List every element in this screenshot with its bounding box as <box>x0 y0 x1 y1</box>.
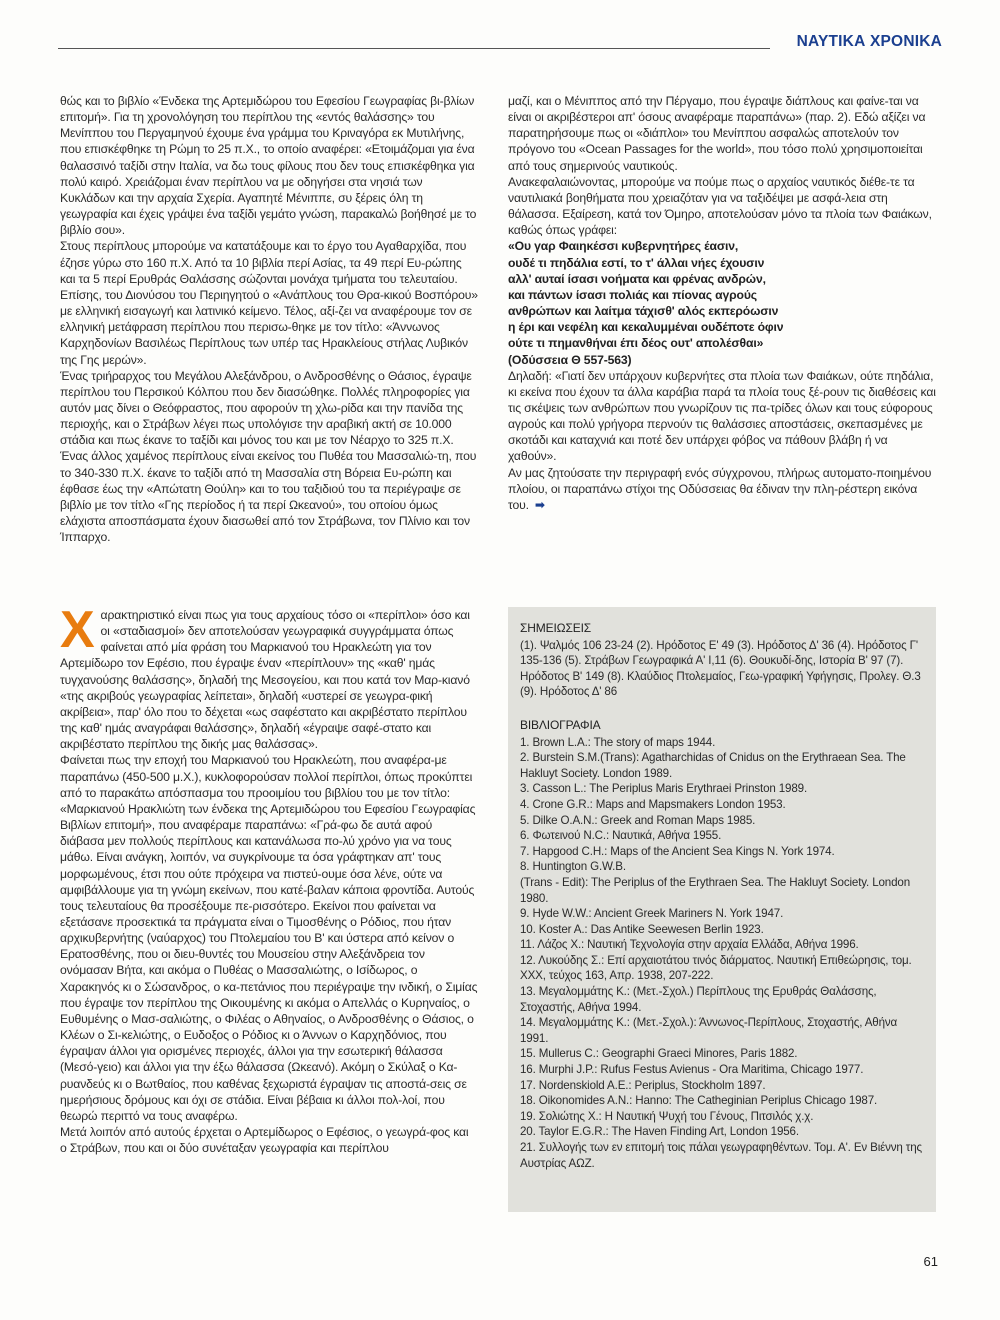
article-column-bottom-left <box>60 601 478 1156</box>
quote-line: ούτε τι πημανθήναι έπι δέος ουτ' απολέσθαι» <box>508 336 764 351</box>
bibliography-item: 10. Koster A.: Das Antike Seewesen Berlin 1923. <box>520 922 764 936</box>
bibliography-item: 13. Μεγαλομμάτης Κ.: (Μετ.-Σχολ.) Περίπλους της Ερυθράς Θαλάσσης, Στοχαστής, Αθήνα 1994. <box>520 985 877 1014</box>
paragraph: Ένας τριήραρχος του Μεγάλου Αλεξάνδρου, ο Ανδροσθένης ο Θάσιος, έγραψε περίπλου του Περσικού Κόλπου που δεν διασώθηκε. Πολλές πληροφορίες για αυτόν μας δίνει ο Θεόφραστος, που αφορούν τη χλω-ρίδα και την πανίδα της περιοχής, και ο Στράβων λέγει πως υπολόγισε την αραβική ακτή σε 10.000 στάδια και πως έκανε το ταξίδι και μόνος του και με τον Νέαρχο το 325 π.Χ. <box>60 368 472 448</box>
paragraph: Στους περίπλους μπορούμε να κατατάξουμε και το έργο του Αγαθαρχίδα, που έζησε γύρω στο 160 π.Χ. Από τα 10 βιβλία περί Ασίας, τα 49 περί Ευ-ρώπης και τα 5 περί Ερυθράς Θαλάσσης σώζονται μονάχα τμήματα του τελευταίου. Επίσης, του Διονύσου του Περιηγητού ο «Ανάπλους του Θρα-κικού Βοσπόρου» με ελληνική εισαγωγή και λατινικό κείμενο. Τέλος, αξί-ζει να αναφέρουμε τον σε ελληνική μετάφραση περίπλου που περισω-θηκε με τον τίτλο: «Άννωνος Καρχηδονίων Βασιλέως Περίπλους των υπέρ τας Ηρακλείους στήλας Λυβικόν της Γης μερών». <box>60 239 478 367</box>
bibliography-item: 12. Λυκούδης Σ.: Επί αρχαιοτάτου τινός διάρματος. Ναυτική Επιθεώρησις, τομ. ΧΧΧ, τεύχος 163, Απρ. 1938, 207-222. <box>520 953 912 983</box>
header-rule <box>58 48 770 49</box>
continue-arrow-icon: ➡ <box>534 497 545 512</box>
paragraph: Δηλαδή: «Γιατί δεν υπάρχουν κυβερνήτες στα πλοία των Φαιάκων, ούτε πηδάλια, κι εκείνα που έχουν τα άλλα καράβια παρά τα πλοία τους ξέ-ρουν τις διαθέσεις και τις σκέψεις των ανθρώπων που γνωρίζουν τις πα-τρίδες όλων και τους εύφορους αγρούς και πολύ γρήγορα περνούν τις θαλάσσιες αποστάσεις, σκεπασμένες με σκοτάδι και καταχνιά και ποτέ δεν υπάρχει φόβος να πάθουν βλάβη ή να χαθούν». <box>508 368 936 464</box>
notes-text: (1). Ψαλμός 106 23-24 (2). Ηρόδοτος Ε' 49 (3). Ηρόδοτος Δ' 36 (4). Ηρόδοτος Γ' 135-136 (5). Στράβων Γεωγραφικά Α' Ι,11 (6). Θουκυδί-δης, Ιστορία Β' 97 (7). Ηρόδοτος Β' 149 (8). Κλαύδιος Πτολεμαίος, Γεω-γραφική Υφήγησις, Προλεγ. Θ.3 (9). Ηρόδοτος Δ' 86 <box>520 638 921 699</box>
paragraph: Μετά λοιπόν από αυτούς έρχεται ο Αρτεμίδωρος ο Εφέσιος, ο γεωγρά-φος και ο Στράβων, που και οι δύο συνέταξαν γεωγραφία και περίπλου <box>60 1125 469 1156</box>
bibliography-item: 20. Taylor E.G.R.: The Haven Finding Art, London 1956. <box>520 1125 799 1139</box>
bibliography-item: 11. Λάζος Χ.: Ναυτική Τεχνολογία στην αρχαία Ελλάδα, Αθήνα 1996. <box>520 938 859 952</box>
paragraph: θώς και το βιβλίο «Ένδεκα της Αρτεμιδώρου του Εφεσίου Γεωγραφίας βι-βλίων επιτομή». Για τη χρονολόγηση του περίπλου της «εντός θαλάσσης» του Μενίππου του Περγαμηνού έχουμε ένα γράμμα του Κριναγόρα εκ Μυτιλήνης, που επισκέφθηκε τη Ρώμη το 25 π.Χ., το οποίο αναφέρει: «Ετοιμάζομαι για ένα θαλασσινό ταξίδι στην Ιταλία, να δω τους φίλους που δεν τους επισκέφθηκα για πολύ καιρό. Χρειάζομαι έναν περίπλου να με οδηγήσει στα νησιά των Κυκλάδων και την αρχαία Σχερία. Αγαπητέ Μένιππε, συ ξέρεις όλη τη γεωγραφία και έχεις γράψει ένα ταξίδι γεμάτο γνώση, παρακαλώ βοήθησέ με το βιβλίο σου». <box>60 94 477 238</box>
bibliography-item: 4. Crone G.R.: Maps and Mapsmakers London 1953. <box>520 797 786 811</box>
bibliography-list <box>520 735 922 1172</box>
paragraph: μαζί, και ο Μένιππος από την Πέργαμο, που έγραψε διάπλους και φαίνε-ται να είναι οι ακριβέστεροι απ' όσους αναφέραμε παραπάνω» (παρ. 2). Εδώ αξίζει να παρατηρήσουμε πως οι «διάπλοι» του Μενίππου ασφαλώς αποτελούν τον πρόγονο του «Ocean Passages for the world», που τόσο πολύ χρησιμοποιείται από τους σημερινούς ναυτικούς. <box>508 94 926 173</box>
bibliography-item: 1. Brown L.A.: The story of maps 1944. <box>520 735 716 749</box>
bibliography-item: 16. Murphi J.P.: Rufus Festus Avienus - Ora Maritima, Chicago 1977. <box>520 1063 864 1077</box>
article-column-top-right <box>508 93 936 513</box>
bibliography-item: 19. Σολιώτης Χ.: Η Ναυτική Ψυχή του Γένους, Πιτσιλός χ.χ. <box>520 1109 814 1123</box>
bibliography-item: 7. Hapgood C.H.: Maps of the Ancient Sea Kings N. York 1974. <box>520 844 835 858</box>
bibliography-item: 2. Burstein S.M.(Trans): Agatharchidas of Cnidus on the Erythraean Sea. The Hakluyt Society. London 1989. <box>520 751 906 780</box>
quote-line: και πάντων ίσασι πολιάς και πίονας αγρούς <box>508 287 757 302</box>
bibliography-item: 15. Mullerus C.: Geographi Graeci Minores, Paris 1882. <box>520 1047 798 1061</box>
paragraph: Φαίνεται πως την εποχή του Μαρκιανού του Ηρακλεώτη, που αναφέρα-με παραπάνω (450-500 μ.Χ.), κυκλοφορούσαν πολλοί περίπλοι, όπως προκύπτει από το παρακάτω απόσπασμα του προοιμίου του βιβλίου του με τον τίτλο: «Μαρκιανού Ηρακλιώτη των ένδεκα της Αρτεμιδώρου του Εφεσίου Γεωγραφίας Βιβλίων επιτομή», που αναφέραμε παραπάνω: «Γρά-φω δε αυτά αφού διάβασα μεν πολλούς περίπλους και κατανάλωσα πο-λύ χρόνο για να τους μάθω. Είναι ανάγκη, λοιπόν, να συγκρίνουμε τα όσα γράφτηκαν απ' τους μορφωμένους, έτσι που ούτε πρόχειρα να πιστεύ-ουμε όσα λένε, ούτε να αμφιβάλλουμε για τη γνώμη εκείνων, που κατέ-βαλαν κάποια φροντίδα. Αυτούς τους τελευταίους θα προσέξουμε πε-ρισσότερο. Εκείνοι που φαίνεται να εξετάσανε προσεκτικά τα πράγματα είναι ο Τιμοσθένης ο Ρόδιος, που ήταν αρχικυβερνήτης (ναύαρχος) του Πτολεμαίου του Β' και ύστερα από κείνον ο Ερατοσθένης, που οι διευ-θυντές του Μουσείου στην Αλεξάνδρεια τον ονόμασαν Βήτα, και ακόμα ο Πυθέας ο Μασσαλιώτης, ο Ισίδωρος, ο Χαρακηνός κι ο Σώσανδρος, ο κα-πετάνιος που περιέγραψε την ινδική, ο Σιμίας που έγραψε τον περίπλου της Οικουμένης κι ακόμα ο Απελλάς ο Κυρηναίος, ο Ευθυμένης ο Μασ-σαλιώτης, ο Φιλέας ο Αθηναίος, ο Ανδροσθένης ο Θάσιος, ο Κλέων ο Σι-κελιώτης, ο Ευδοξος ο Ρόδιος κι ο Άννων ο Καρχηδόνιος, που έγραψαν άλλοι για ορισμένες περιοχές, άλλοι για την εσωτερική θάλασσα (Μεσό-γειο) και άλλοι για την έξω θάλασσα (Ωκεανό). Ακόμη ο Σκύλαξ ο Κα-ρυανδεύς κι ο Βωτθαίος, που καθένας ξεχωριστά έγραψαν τις αποστά-σεις σε ημερήσιους δρόμους και όχι σε στάδια. Είναι βέβαια κι άλλοι πολ-λοί, που θεωρώ περιττό να τους αναφέρω. <box>60 753 478 1123</box>
bibliography-item: 9. Hyde W.W.: Ancient Greek Mariners N. York 1947. <box>520 907 784 921</box>
paragraph: Ένας άλλος χαμένος περίπλους είναι εκείνος του Πυθέα του Μασσαλιώ-τη, που το 340-330 π.Χ. έκανε το ταξίδι από τη Μασσαλία στη Βόρεια Ευ-ρώπη και έφθασε έως την «Απώτατη Θούλη» και το του ταξιδιού του τα περιέγραψε σε βιβλίο με τον τίτλο «Γης περίοδος ή τα περί Ωκεανού», του οποίου όμως ελάχιστα αποσπάσματα έχουν διασωθεί από τον Στράβωνα, τον Πλίνιο και τον Ίππαρχο. <box>60 449 477 545</box>
paragraph-text: Αν μας ζητούσατε την περιγραφή ενός σύγχρονου, πλήρως αυτοματο-ποιημένου πλοίου, οι παραπάνω στίχοι της Οδύσσειας θα έδιναν την πλη-ρέστερη εικόνα του. <box>508 465 932 512</box>
bibliography-heading: ΒΙΒΛΙΟΓΡΑΦΙΑ <box>520 717 601 732</box>
bibliography-item: 17. Nordenskiold A.E.: Periplus, Stockholm 1897. <box>520 1078 766 1092</box>
notes-heading: ΣΗΜΕΙΩΣΕΙΣ <box>520 621 592 635</box>
bibliography-item: 21. Συλλογής των εν επιτομή τοις πάλαι γεωγραφηθέντων. Τομ. Α'. Εν Βιέννη της Αυστρίας ΑΩΖ. <box>520 1141 922 1170</box>
paragraph: Ανακεφαλαιώνοντας, μπορούμε να πούμε πως ο αρχαίος ναυτικός διέθε-τε τα ναυτιλιακά βοηθήματα που χρειαζόταν για να ταξιδέψει με ασφά-λεια στη θάλασσα. Εξαίρεση, κατά τον Όμηρο, αποτελούσαν μόνο τα πλοία των Φαιάκων, καθώς όπως γράφει: <box>508 174 932 238</box>
bibliography-item: (Trans - Edit): The Periplus of the Erythraen Sea. The Hakluyt Society. London 1980. <box>520 875 910 905</box>
bibliography-item: 6. Φωτεινού Ν.C.: Ναυτικά, Αθήνα 1955. <box>520 829 722 843</box>
bibliography-item: 3. Casson L.: The Periplus Maris Erythraei Prinston 1989. <box>520 782 808 796</box>
homer-quote <box>508 238 936 367</box>
bibliography-item: 14. Μεγαλομμάτης Κ.: (Μετ.-Σχολ.): Άννωνος-Περίπλους, Στοχαστής, Αθήνα 1991. <box>520 1016 898 1045</box>
bibliography-item: 5. Dilke O.A.N.: Greek and Roman Maps 1985. <box>520 813 756 827</box>
quote-citation: (Οδύσσεια Θ 557-563) <box>508 352 632 367</box>
quote-line: «Ου γαρ Φαιηκέσσι κυβερνητήρες έασιν, <box>508 239 739 254</box>
quote-line: η έρι και νεφέλη και κεκαλυμμέναι ουδέποτε όφιν <box>508 320 784 335</box>
quote-line: αλλ' αυταί ίσασι νοήματα και φρένας ανδρών, <box>508 271 766 286</box>
paragraph <box>60 601 478 752</box>
paragraph-text: αρακτηριστικό είναι πως για τους αρχαίους τόσο οι «περίπλοι» όσο και οι «σταδιασμοί» δεν αποτελούσαν γεωγραφικά συγγράμματα όπως φαίνεται από μία φράση του Μαρκιανού του Ηρακλεώτη για τον Αρτεμίδωρο τον Εφέσιο, που έγραψε έναν «περίπλουν» της «καθ' ημάς τυγχανούσης θαλάσσης», δηλαδή της Μεσογείου, και που κατά τον Μαρ-κιανό «της ακριβούς γεωγραφίας λείπεται», δηλαδή «υστερεί σε γεωγρα-φική ακρίβεια», παρ' όλο που το δέχεται «ως σαφέστατο και ακριβέστατο περίπλου της καθ' ημάς αναγράφαι θαλάσσης», δηλαδή «έγραψε σαφέ-στατο και ακριβέστατο περίπλου της δικής μας θαλάσσας». <box>60 608 470 752</box>
bibliography-item: 18. Oikonomides A.N.: Hanno: The Catheginian Periplus Chicago 1987. <box>520 1094 878 1108</box>
magazine-title: ΝΑΥΤΙΚΑ ΧΡΟΝΙΚΑ <box>796 33 942 50</box>
notes-bibliography-box <box>508 607 936 1212</box>
bibliography-item: 8. Huntington G.W.B. <box>520 860 626 874</box>
quote-line: ανθρώπων και λαίτμα τάχισθ' αλός εκπερόωσιν <box>508 304 779 319</box>
quote-line: ουδέ τι πηδάλια εστί, το τ' άλλαι νήες έχουσιν <box>508 255 765 270</box>
drop-cap: Χ <box>60 601 95 659</box>
page-number: 61 <box>923 1254 938 1269</box>
paragraph <box>508 465 936 513</box>
article-column-top-left <box>60 93 478 545</box>
